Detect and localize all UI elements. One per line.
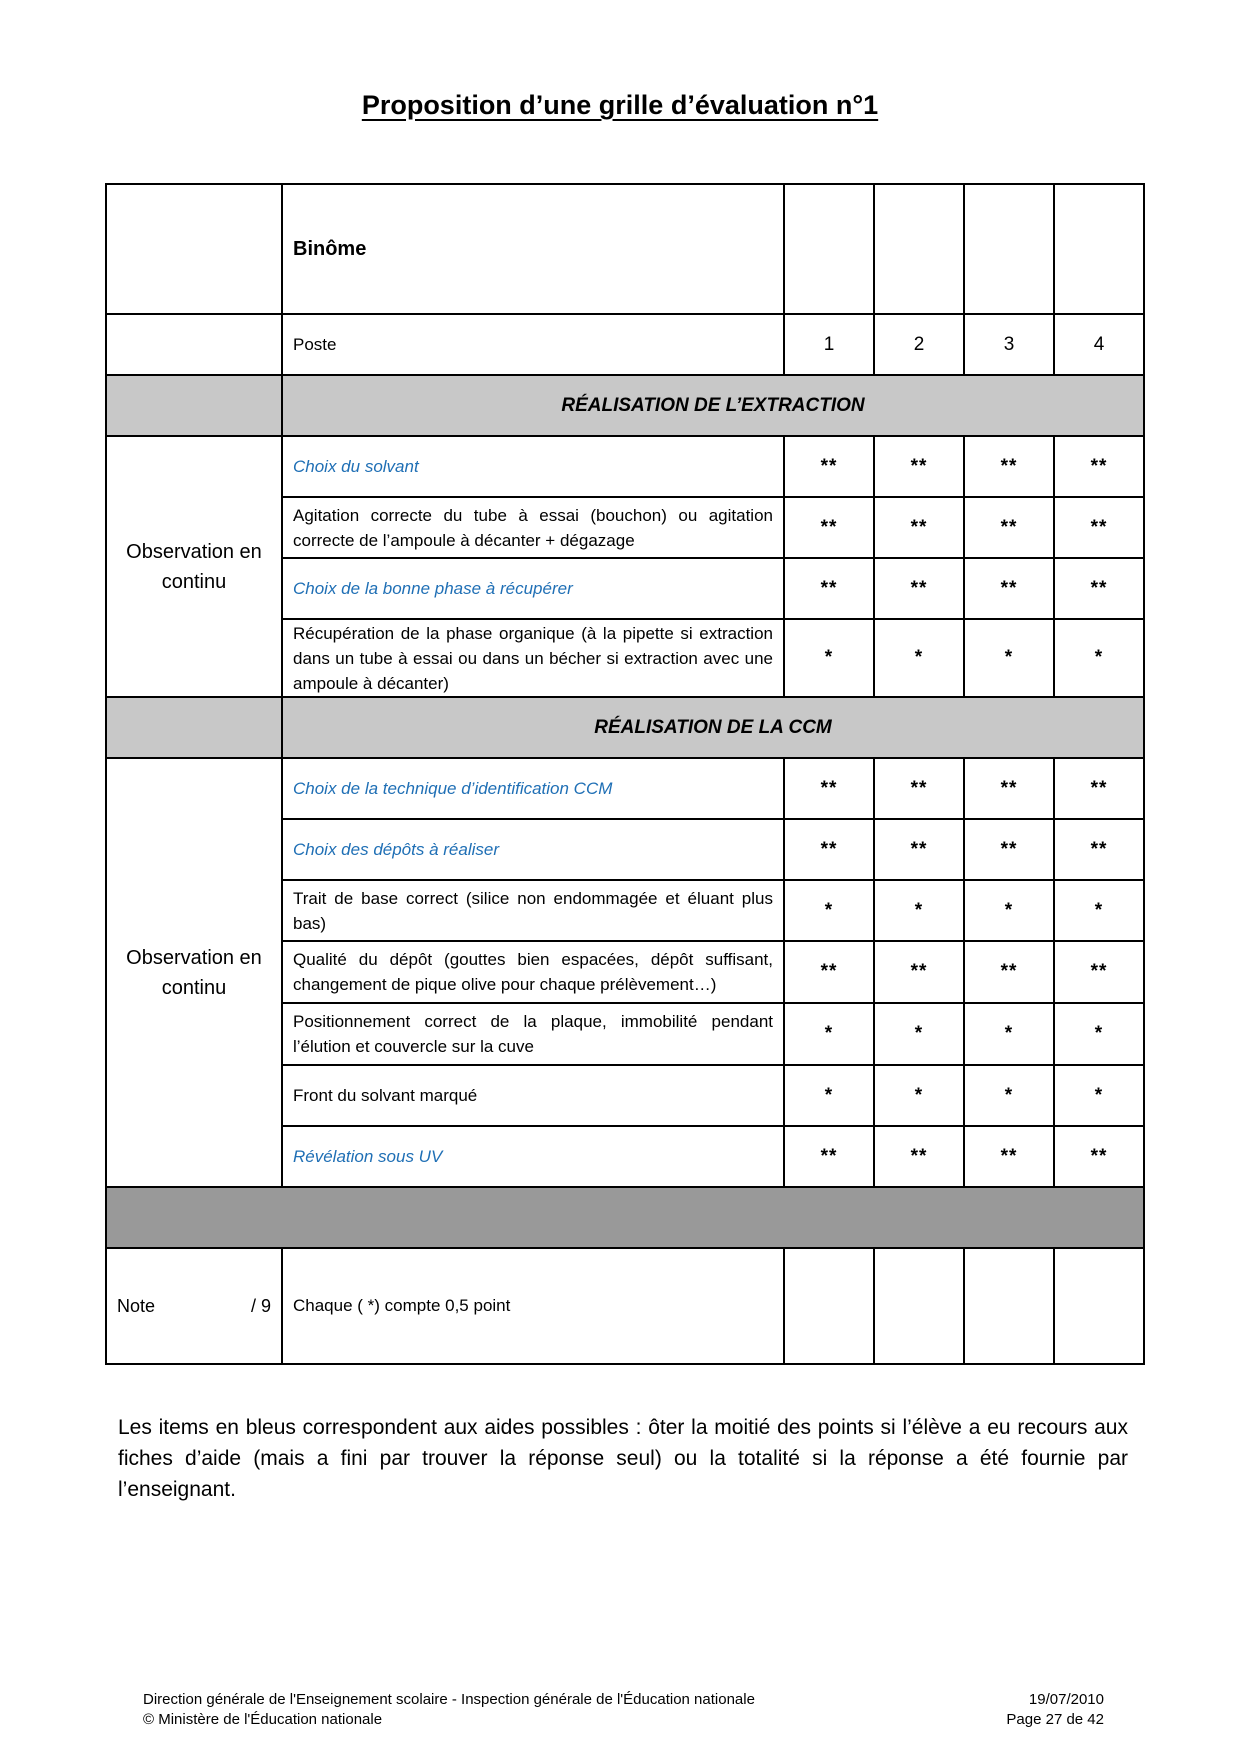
sections-body bbox=[106, 375, 1144, 1187]
star-cell: ** bbox=[964, 1126, 1054, 1187]
star-cell: ** bbox=[874, 497, 964, 558]
section-header-left bbox=[106, 375, 282, 436]
note-max: / 9 bbox=[250, 1295, 271, 1316]
poste-empty-cell bbox=[106, 314, 282, 375]
criterion-text-aid: Choix de la bonne phase à récupérer bbox=[282, 558, 784, 619]
star-cell: ** bbox=[784, 941, 874, 1003]
footer-left bbox=[143, 1690, 755, 1730]
star-cell: * bbox=[964, 1003, 1054, 1065]
binome-cell-2 bbox=[874, 184, 964, 314]
star-cell: ** bbox=[1054, 558, 1144, 619]
separator-row bbox=[106, 1187, 1144, 1248]
note-cell bbox=[106, 1248, 282, 1364]
star-cell: ** bbox=[1054, 497, 1144, 558]
star-cell: * bbox=[874, 880, 964, 941]
poste-number: 1 bbox=[784, 314, 874, 375]
observation-label: Observation en continu bbox=[106, 758, 282, 1187]
star-cell: ** bbox=[874, 941, 964, 1003]
note-rule: Chaque ( *) compte 0,5 point bbox=[282, 1248, 784, 1364]
star-cell: * bbox=[964, 1065, 1054, 1126]
star-cell: ** bbox=[784, 497, 874, 558]
observation-label: Observation en continu bbox=[106, 436, 282, 697]
section-header-left bbox=[106, 697, 282, 758]
star-cell: ** bbox=[964, 558, 1054, 619]
note-label: Note bbox=[117, 1295, 156, 1316]
star-cell: ** bbox=[874, 758, 964, 819]
note-score-2 bbox=[874, 1248, 964, 1364]
star-cell: * bbox=[874, 1003, 964, 1065]
criterion-row bbox=[106, 436, 1144, 497]
note-score-4 bbox=[1054, 1248, 1144, 1364]
criterion-text: Positionnement correct de la plaque, immobilité pendant l’élution et couvercle sur la cuve bbox=[282, 1003, 784, 1065]
binome-empty-cell bbox=[106, 184, 282, 314]
page-title: Proposition d’une grille d’évaluation n°1 bbox=[361, 90, 879, 120]
binome-row bbox=[106, 184, 1144, 314]
star-cell: ** bbox=[1054, 758, 1144, 819]
star-cell: * bbox=[784, 1003, 874, 1065]
star-cell: * bbox=[964, 619, 1054, 697]
criterion-text: Front du solvant marqué bbox=[282, 1065, 784, 1126]
binome-cell-3 bbox=[964, 184, 1054, 314]
criterion-text: Trait de base correct (silice non endommagée et éluant plus bas) bbox=[282, 880, 784, 941]
star-cell: * bbox=[874, 619, 964, 697]
star-cell: ** bbox=[964, 497, 1054, 558]
star-cell: * bbox=[1054, 880, 1144, 941]
star-cell: ** bbox=[874, 819, 964, 880]
star-cell: * bbox=[874, 1065, 964, 1126]
star-cell: ** bbox=[964, 819, 1054, 880]
separator-cell bbox=[106, 1187, 1144, 1248]
star-cell: * bbox=[784, 880, 874, 941]
star-cell: ** bbox=[874, 1126, 964, 1187]
note-score-1 bbox=[784, 1248, 874, 1364]
star-cell: * bbox=[1054, 619, 1144, 697]
note-row bbox=[106, 1248, 1144, 1364]
poste-number: 3 bbox=[964, 314, 1054, 375]
star-cell: * bbox=[784, 619, 874, 697]
star-cell: ** bbox=[1054, 819, 1144, 880]
criterion-text-aid: Choix de la technique d’identification CCM bbox=[282, 758, 784, 819]
footnote: Les items en bleus correspondent aux aides possibles : ôter la moitié des points si l’élève a eu recours aux fiches d’aide (mais a fini par trouver la réponse seul) ou la totalité si la réponse a été fournie par l’enseignant. bbox=[118, 1416, 1128, 1501]
poste-number: 2 bbox=[874, 314, 964, 375]
footer-date: 19/07/2010 bbox=[1028, 1691, 1104, 1708]
section-header-row bbox=[106, 697, 1144, 758]
star-cell: ** bbox=[784, 558, 874, 619]
binome-label: Binôme bbox=[282, 184, 784, 314]
star-cell: ** bbox=[1054, 941, 1144, 1003]
footer-line1: Direction générale de l'Enseignement scolaire - Inspection générale de l'Éducation nationale bbox=[143, 1691, 755, 1708]
criterion-text: Agitation correcte du tube à essai (bouchon) ou agitation correcte de l’ampoule à décanter + dégazage bbox=[282, 497, 784, 558]
star-cell: * bbox=[1054, 1065, 1144, 1126]
footer-page: Page 27 de 42 bbox=[1006, 1711, 1104, 1728]
star-cell: * bbox=[964, 880, 1054, 941]
section-header-row bbox=[106, 375, 1144, 436]
star-cell: ** bbox=[784, 819, 874, 880]
star-cell: ** bbox=[964, 436, 1054, 497]
star-cell: ** bbox=[784, 1126, 874, 1187]
criterion-row bbox=[106, 758, 1144, 819]
footer-right bbox=[1006, 1690, 1104, 1730]
poste-row bbox=[106, 314, 1144, 375]
star-cell: * bbox=[784, 1065, 874, 1126]
star-cell: ** bbox=[964, 941, 1054, 1003]
star-cell: ** bbox=[964, 758, 1054, 819]
criterion-text: Qualité du dépôt (gouttes bien espacées, dépôt suffisant, changement de pique olive pour chaque prélèvement…) bbox=[282, 941, 784, 1003]
star-cell: ** bbox=[784, 758, 874, 819]
star-cell: ** bbox=[1054, 1126, 1144, 1187]
section-title: RÉALISATION DE L’EXTRACTION bbox=[282, 375, 1144, 436]
criterion-text-aid: Choix du solvant bbox=[282, 436, 784, 497]
star-cell: ** bbox=[874, 436, 964, 497]
criterion-text-aid: Choix des dépôts à réaliser bbox=[282, 819, 784, 880]
evaluation-grid bbox=[105, 183, 1145, 1365]
section-title: RÉALISATION DE LA CCM bbox=[282, 697, 1144, 758]
criterion-text: Récupération de la phase organique (à la pipette si extraction dans un tube à essai ou dans un bécher si extraction avec une ampoule à décanter) bbox=[282, 619, 784, 697]
star-cell: ** bbox=[874, 558, 964, 619]
criterion-text-aid: Révélation sous UV bbox=[282, 1126, 784, 1187]
star-cell: * bbox=[1054, 1003, 1144, 1065]
star-cell: ** bbox=[1054, 436, 1144, 497]
poste-label: Poste bbox=[282, 314, 784, 375]
star-cell: ** bbox=[784, 436, 874, 497]
note-score-3 bbox=[964, 1248, 1054, 1364]
poste-number: 4 bbox=[1054, 314, 1144, 375]
binome-cell-4 bbox=[1054, 184, 1144, 314]
footer-line2: © Ministère de l'Éducation nationale bbox=[143, 1711, 383, 1728]
binome-cell-1 bbox=[784, 184, 874, 314]
